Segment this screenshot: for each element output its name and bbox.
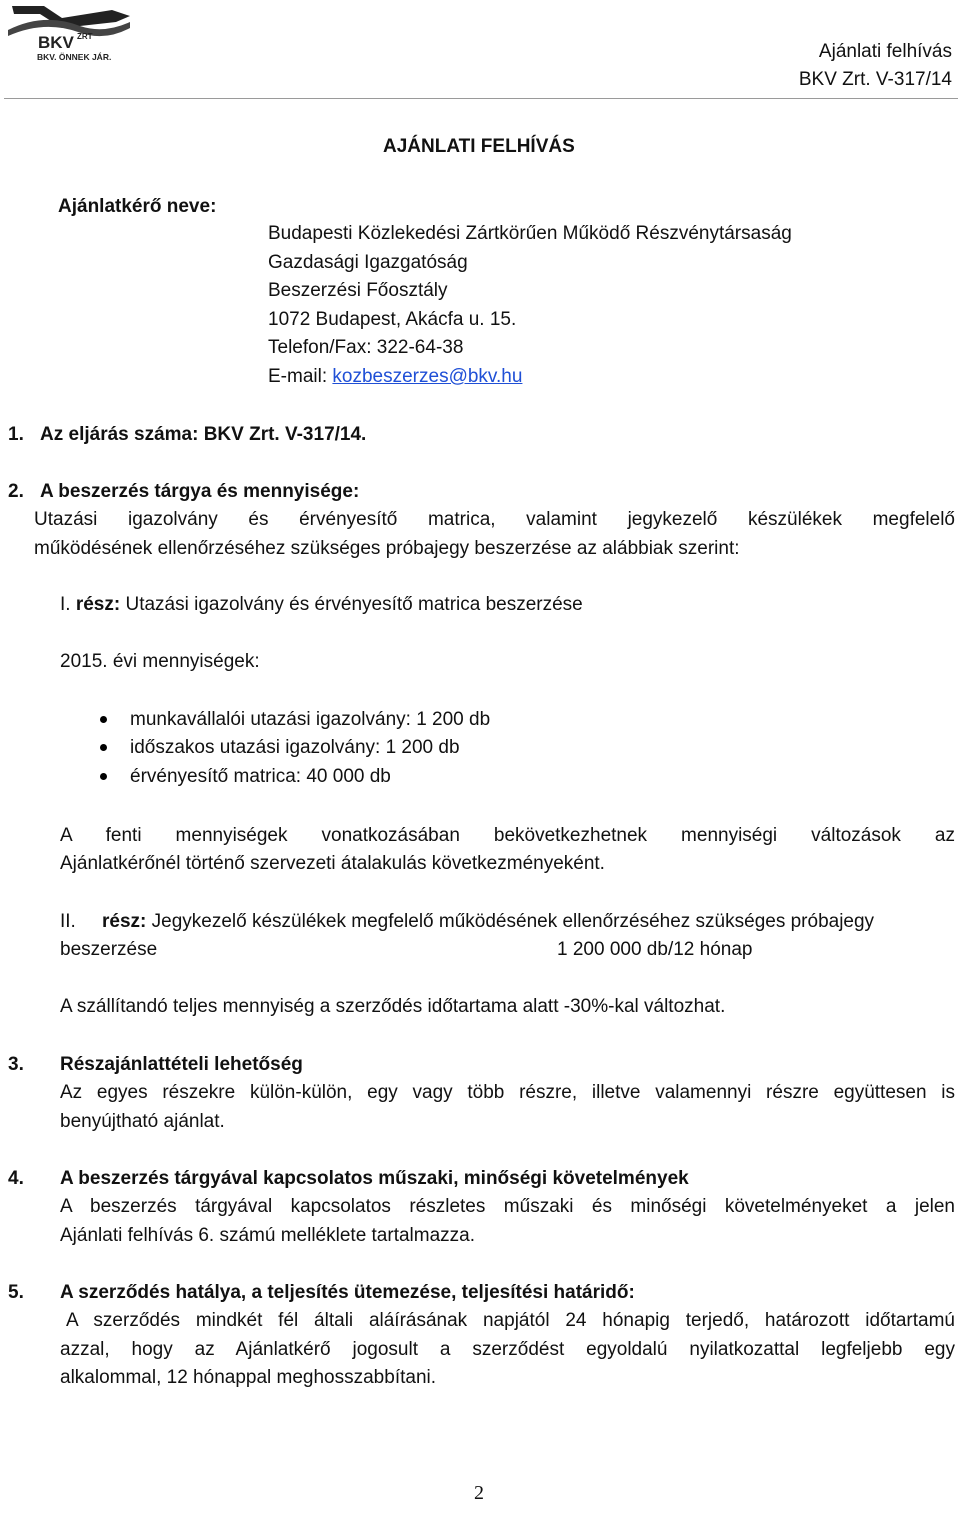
section5-number: 5. xyxy=(8,1282,24,1303)
section2-intro-line2: működésének ellenőrzéséhez szükséges próbajegy beszerzése az alábbiak szerint: xyxy=(34,538,740,559)
part2-number: II. xyxy=(60,911,76,932)
section1-text: Az eljárás száma: BKV Zrt. V-317/14. xyxy=(40,424,367,445)
part2-title: Jegykezelő készülékek megfelelő működésének ellenőrzéséhez szükséges próbajegy xyxy=(146,911,875,932)
section5-heading: A szerződés hatálya, a teljesítés ütemezése, teljesítési határidő: xyxy=(60,1282,635,1303)
section5-line2: azzal, hogy az Ajánlatkérő jogosult a szerződést egyoldalú nyilatkozattal legfeljebb egy xyxy=(60,1339,955,1360)
section2-intro-line1: Utazási igazolvány és érvényesítő matrica, valamint jegykezelő készülékek megfelelő xyxy=(34,509,955,530)
requester-line: 1072 Budapest, Akácfa u. 15. xyxy=(268,309,517,330)
note-line1: A fenti mennyiségek vonatkozásában bekövetkezhetnek mennyiségi változások az xyxy=(60,825,955,846)
section4-heading: A beszerzés tárgyával kapcsolatos műszaki, minőségi követelmények xyxy=(60,1168,689,1189)
logo-tagline: BKV. ÖNNEK JÁR. xyxy=(37,52,112,62)
part2-line2: beszerzése xyxy=(60,939,158,960)
section3-line2: benyújtható ajánlat. xyxy=(60,1111,225,1132)
part1-heading xyxy=(60,591,583,619)
bullet-icon xyxy=(100,773,107,780)
part2-label: rész: xyxy=(102,911,147,932)
header-doc-ref: BKV Zrt. V-317/14 xyxy=(798,69,952,90)
part1-number: I. xyxy=(60,594,71,615)
delivery-note: A szállítandó teljes mennyiség a szerződés időtartama alatt -30%-kal változhat. xyxy=(60,996,726,1017)
section5-line1: A szerződés mindkét fél általi aláírásának napjától 24 hónapig terjedő, határozott időtartamú xyxy=(66,1310,955,1331)
section3-number: 3. xyxy=(8,1054,24,1075)
part1-title: Utazási igazolvány és érvényesítő matrica beszerzése xyxy=(120,594,583,615)
logo-text: BKV xyxy=(38,33,74,52)
bullet-icon xyxy=(100,744,107,751)
requester-line: Gazdasági Igazgatóság xyxy=(268,252,468,273)
page-number: 2 xyxy=(474,1482,484,1504)
list-item: munkavállalói utazási igazolvány: 1 200 db xyxy=(130,709,491,730)
section4-line1: A beszerzés tárgyával kapcsolatos részletes műszaki és minőségi követelményeket a jelen xyxy=(60,1196,955,1217)
email-link[interactable]: kozbeszerzes@bkv.hu xyxy=(332,366,523,387)
section3-line1: Az egyes részekre külön-külön, egy vagy több részre, illetve valamennyi részre együttesen is xyxy=(60,1082,955,1103)
part1-label: rész: xyxy=(75,594,121,615)
bullet-icon xyxy=(100,716,107,723)
section1-number: 1. xyxy=(8,424,24,445)
section2-heading: A beszerzés tárgya és mennyisége: xyxy=(40,481,360,502)
section4-number: 4. xyxy=(8,1168,24,1189)
section2-number: 2. xyxy=(8,481,24,502)
part2-heading xyxy=(102,908,874,936)
section4-line2: Ajánlati felhívás 6. számú melléklete tartalmazza. xyxy=(60,1225,476,1246)
header-rule xyxy=(4,98,958,99)
note-line2: Ajánlatkérőnél történő szervezeti átalakulás következményeként. xyxy=(60,853,605,874)
list-item: érvényesítő matrica: 40 000 db xyxy=(130,766,391,787)
bkv-logo-icon xyxy=(4,2,132,66)
requester-line: Beszerzési Főosztály xyxy=(268,280,448,301)
bkv-logo xyxy=(4,2,132,66)
requester-label: Ajánlatkérő neve: xyxy=(58,196,217,217)
requester-line: Telefon/Fax: 322-64-38 xyxy=(268,337,464,358)
section3-heading: Részajánlattételi lehetőség xyxy=(60,1054,303,1075)
page-title: AJÁNLATI FELHÍVÁS xyxy=(383,136,575,157)
requester-line: Budapesti Közlekedési Zártkörűen Működő Részvénytársaság xyxy=(268,223,792,244)
requester-email-line xyxy=(268,363,522,391)
logo-sup: ZRT xyxy=(77,32,93,41)
list-item: időszakos utazási igazolvány: 1 200 db xyxy=(130,737,460,758)
email-label: E-mail: xyxy=(268,366,333,387)
header-doc-type: Ajánlati felhívás xyxy=(818,41,952,62)
year-line: 2015. évi mennyiségek: xyxy=(60,651,260,672)
part2-quantity: 1 200 000 db/12 hónap xyxy=(557,939,753,960)
section5-line3: alkalommal, 12 hónappal meghosszabbítani. xyxy=(60,1367,437,1388)
